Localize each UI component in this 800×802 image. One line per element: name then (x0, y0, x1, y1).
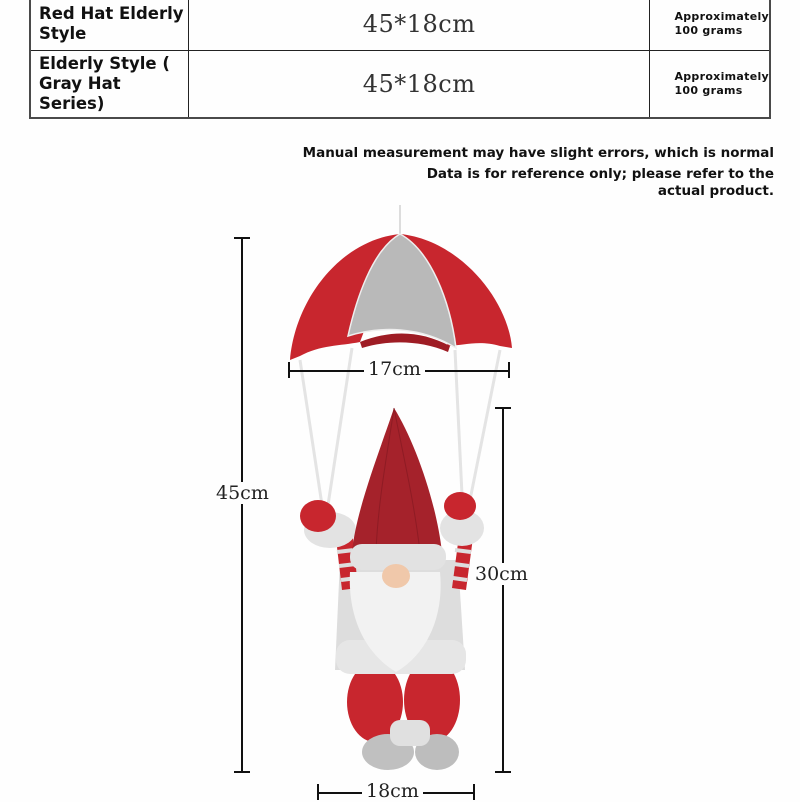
gnome (300, 408, 484, 770)
gnome-height-label: 30cm (471, 563, 532, 585)
gnome-width-cap-left (317, 784, 319, 800)
style-cell: Elderly Style ( Gray Hat Series) (30, 51, 188, 119)
height-dimension-line (241, 238, 243, 772)
total-height-label: 45cm (212, 482, 273, 504)
gnome-height-cap-bottom (495, 771, 511, 773)
gnome-width-cap-right (473, 784, 475, 800)
size-cell: 45*18cm (188, 0, 650, 51)
gnome-height-cap-top (495, 407, 511, 409)
weight-cell: Approximately 100 grams (650, 51, 770, 119)
gnome-width-label: 18cm (362, 780, 423, 802)
weight-cell: Approximately 100 grams (650, 0, 770, 51)
measurement-note: Manual measurement may have slight errors, which is normal (302, 145, 774, 161)
parachute-canopy (290, 234, 512, 360)
height-dimension-cap-top (234, 237, 250, 239)
canopy-width-cap-right (508, 362, 510, 378)
gnome-height-dimension-line (502, 408, 504, 772)
height-dimension-cap-bottom (234, 771, 250, 773)
size-cell: 45*18cm (188, 51, 650, 119)
style-cell: Red Hat Elderly Style (30, 0, 188, 51)
canopy-width-cap-left (288, 362, 290, 378)
canopy-width-label: 17cm (364, 358, 425, 380)
reference-note: Data is for reference only; please refer to the actual product. (426, 166, 774, 199)
